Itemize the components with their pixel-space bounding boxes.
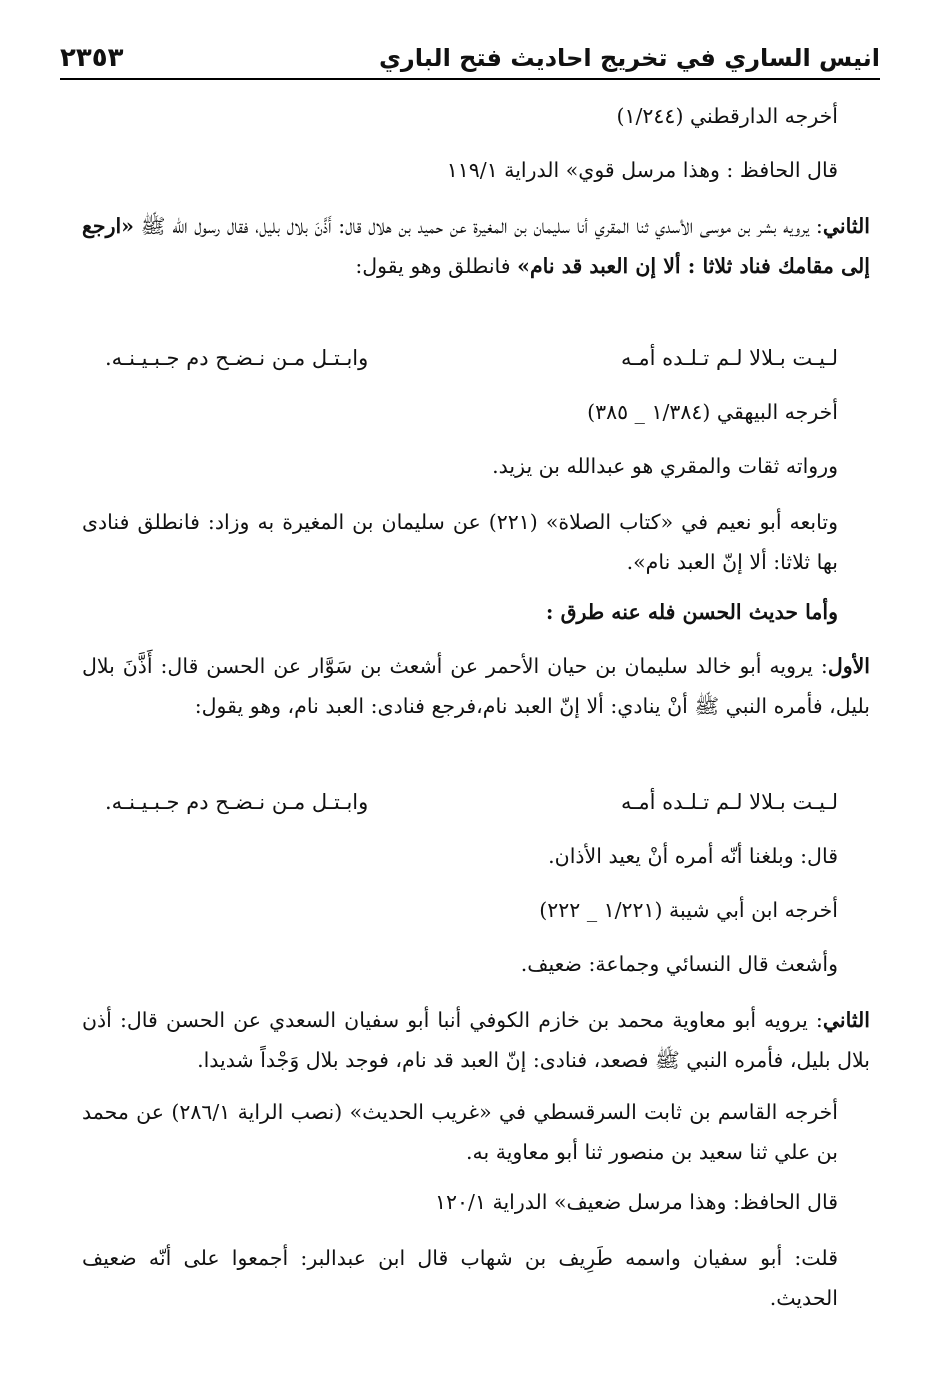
verse-1 [105, 346, 838, 370]
paragraph-text: فانطلق وهو يقول: [355, 254, 518, 278]
paragraph-14: قال الحافظ: وهذا مرسل ضعيف» الدراية ١٢٠/١ [435, 1190, 838, 1214]
section-marker: الأول [827, 654, 870, 678]
verse-hemistich: وابـتـل مـن نـضـح دم جـبـيـنـه. [105, 346, 369, 370]
paragraph-text: : يرويه أبو معاوية محمد بن خازم الكوفي أنبا أبو سفيان السعدي عن الحسن قال: أذن بلال بليل، فأمره النبي ﷺ فصعد، فنادى: إنّ العبد قد نام، فوجد بلال وَجْداً شديدا. [82, 1008, 870, 1072]
paragraph-11: وأشعث قال النسائي وجماعة: ضعيف. [520, 952, 838, 976]
paragraph-1: أخرجه الدارقطني (١/٢٤٤) [616, 104, 838, 128]
paragraph-7: وأما حديث الحسن فله عنه طرق : [545, 600, 838, 624]
paragraph-5: ورواته ثقات والمقري هو عبدالله بن يزيد. [492, 454, 838, 478]
paragraph-text: : يرويه بشر بن موسى الأسدي ثنا المقري أنا سليمان بن المغيرة عن حميد بن هلال قال: أَذَّنَ بلال بليل، فقال رسول الله ﷺ [134, 214, 823, 238]
paragraph-3 [82, 206, 870, 286]
hadith-quote: «ارجع إلى مقامك فناد ثلاثا : ألا إن العبد قد نام» [82, 214, 870, 278]
page-number: ٢٣٥٣ [60, 43, 124, 73]
verse-hemistich: وابـتـل مـن نـضـح دم جـبـيـنـه. [105, 790, 369, 814]
book-title: انيس الساري في تخريج احاديث فتح الباري [378, 44, 880, 72]
paragraph-15: قلت: أبو سفيان واسمه طَرِيف بن شهاب قال ابن عبدالبر: أجمعوا على أنّه ضعيف الحديث. [82, 1246, 838, 1310]
paragraph-10: أخرجه ابن أبي شيبة (١/٢٢١ _ ٢٢٢) [539, 898, 838, 922]
paragraph-9: قال: وبلغنا أنّه أمره أنْ يعيد الأذان. [548, 844, 838, 868]
paragraph-8 [82, 646, 870, 726]
paragraph-12 [82, 1000, 870, 1080]
verse-2 [105, 790, 838, 814]
paragraph-text: : يرويه أبو خالد سليمان بن حيان الأحمر عن أشعث بن سَوَّار عن الحسن قال: أَذَّنَ بلال بليل، فأمره النبي ﷺ أنْ ينادي: ألا إنّ العبد نام،فرجع فنادى: العبد نام، وهو يقول: [82, 654, 870, 718]
paragraph-13: أخرجه القاسم بن ثابت السرقسطي في «غريب الحديث» (نصب الراية ٢٨٦/١) عن محمد بن علي ثنا سعيد بن منصور ثنا أبو معاوية به. [82, 1100, 838, 1164]
verse-hemistich: لـيـت بـلالا لـم تـلـده أمـه [620, 346, 838, 370]
section-marker: الثاني [822, 214, 870, 238]
paragraph-4: أخرجه البيهقي (١/٣٨٤ _ ٣٨٥) [587, 400, 838, 424]
verse-hemistich: لـيـت بـلالا لـم تـلـده أمـه [620, 790, 838, 814]
section-marker: الثاني [822, 1008, 870, 1032]
paragraph-2: قال الحافظ : وهذا مرسل قوي» الدراية ١١٩/١ [446, 158, 838, 182]
paragraph-6: وتابعه أبو نعيم في «كتاب الصلاة» (٢٢١) عن سليمان بن المغيرة به وزاد: فانطلق فنادى بها ثلاثا: ألا إنّ العبد نام». [82, 510, 838, 574]
running-header [60, 38, 880, 80]
